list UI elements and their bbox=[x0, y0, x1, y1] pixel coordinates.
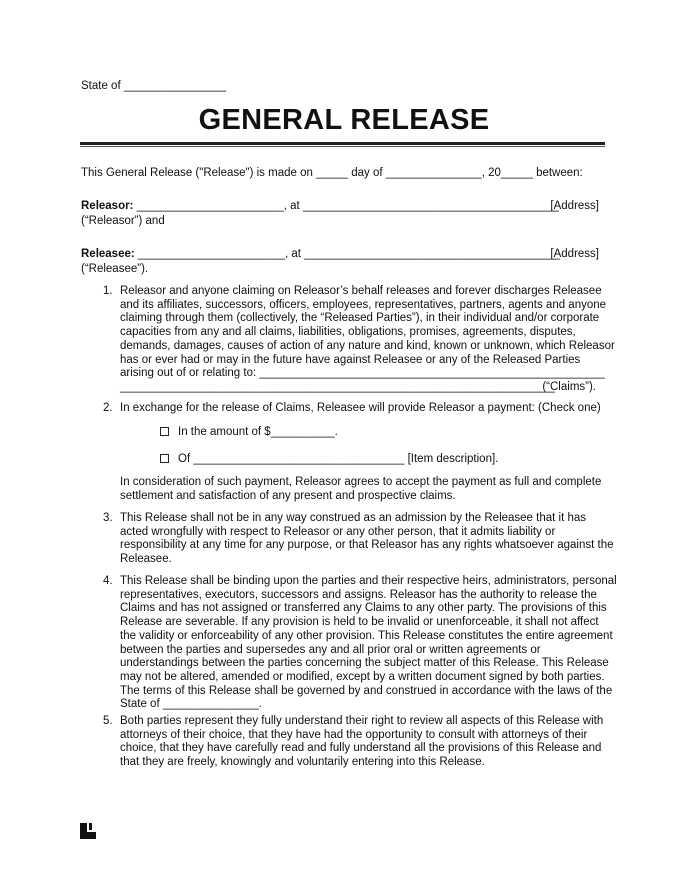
releasor-row bbox=[81, 199, 599, 213]
releasor-label: Releasor: bbox=[81, 200, 134, 212]
clause-2-text bbox=[120, 402, 605, 416]
state-line: State of ________________ bbox=[81, 80, 227, 92]
clause-4-text bbox=[120, 575, 617, 712]
clause-line: attorneys of their choice, that they have had the opportunity to consult with attorneys of their bbox=[120, 728, 588, 741]
clause-5-number: 5. bbox=[103, 715, 113, 727]
title-rule-thin bbox=[80, 146, 605, 147]
clause-line: arising out of or relating to: ______________________________________________________ bbox=[120, 367, 605, 380]
clause-line: settlement and satisfaction of any present and prospective claims. bbox=[120, 489, 456, 502]
option-label: In the amount of $__________. bbox=[178, 426, 338, 438]
clause-line: that they are freely, knowingly and voluntarily entering into this Release. bbox=[120, 756, 485, 769]
clause-line: The terms of this Release shall be governed by and construed in accordance with the laws of the bbox=[120, 684, 613, 697]
releasee-label: Releasee: bbox=[81, 248, 135, 260]
clause-line: Claims and has not assigned or transferred any Claims to any other party. The provisions of this bbox=[120, 602, 607, 615]
clause-line: Release are severable. If any provision is held to be invalid or unenforceable, it shall not affect bbox=[120, 616, 599, 629]
clause-line: claiming through them (collectively, the “Released Parties”), in their individual and/or corporate bbox=[120, 312, 600, 325]
intro-line: This General Release ("Release") is made on _____ day of _______________, 20_____ between: bbox=[81, 167, 583, 179]
clause-line: between the parties and supersedes any and all prior oral or written agreements or bbox=[120, 643, 541, 656]
clause-line: State of _______________. bbox=[120, 698, 262, 711]
releasee-note: (“Releasee”). bbox=[81, 263, 149, 275]
clause-line: choice, that they have carefully read and fully understand all the provisions of this Release and bbox=[120, 742, 602, 755]
clause-line: may not be altered, amended or modified, except by a written document signed by both parties. bbox=[120, 670, 605, 683]
clause-3-number: 3. bbox=[103, 512, 113, 524]
clause-4-number: 4. bbox=[103, 575, 113, 587]
clause-line: Releasor and anyone claiming on Releasor’s behalf releases and forever discharges Releasee bbox=[120, 285, 602, 297]
checkbox-icon[interactable] bbox=[160, 454, 169, 463]
option-label: Of _________________________________ [Item description]. bbox=[178, 453, 499, 465]
clause-1-text bbox=[120, 285, 615, 395]
payment-option-item[interactable] bbox=[160, 452, 498, 466]
clause-line: This Release shall not be in any way construed as an admission by the Releasee that it has bbox=[120, 512, 587, 524]
claims-line bbox=[120, 381, 596, 395]
releasor-note: (“Releasor”) and bbox=[81, 215, 165, 227]
clause-line: This Release shall be binding upon the parties and their respective heirs, administrators, personal bbox=[120, 575, 617, 587]
payment-option-amount[interactable] bbox=[160, 425, 338, 439]
releasor-address: [Address] bbox=[550, 200, 599, 212]
claims-blank: ____________________________________________________________________ bbox=[120, 380, 555, 393]
clause-line: has or ever had or may in the future have against Releasee or any of the Released Parties bbox=[120, 353, 581, 366]
clause-line: and its affiliates, successors, officers, employees, representatives, partners, agents and anyone bbox=[120, 298, 607, 311]
clause-line: responsibility at any time for any purpose, or that Releasor has any rights whatsoever against the bbox=[120, 539, 614, 552]
clause-line: Releasee. bbox=[120, 553, 172, 566]
clause-line: representatives, executors, successors and assigns. Releasor has the authority to release the bbox=[120, 588, 597, 601]
clause-line: Both parties represent they fully understand their right to review all aspects of this Release with bbox=[120, 715, 604, 727]
releasee-name-blank: _______________________, at ________________________________________ bbox=[134, 248, 561, 260]
clause-line: capacities from any and all claims, liabilities, obligations, promises, agreements, disputes, bbox=[120, 326, 576, 339]
document-title: GENERAL RELEASE bbox=[198, 104, 490, 136]
releasee-row bbox=[81, 247, 599, 261]
releasee-address: [Address] bbox=[550, 248, 599, 260]
claims-label: (“Claims”). bbox=[542, 380, 596, 393]
lawdistrict-logo-icon bbox=[80, 823, 96, 839]
title-rule-thick bbox=[80, 142, 605, 145]
clause-line: In consideration of such payment, Releasor agrees to accept the payment as full and complete bbox=[120, 476, 602, 488]
clause-2-consideration bbox=[120, 476, 605, 503]
checkbox-icon[interactable] bbox=[160, 427, 169, 436]
clause-line: demands, damages, causes of action of any nature and kind, known or unknown, which Releasor bbox=[120, 339, 615, 352]
clause-line: In exchange for the release of Claims, Releasee will provide Releasor a payment: (Check one) bbox=[120, 402, 601, 414]
releasor-name-blank: _______________________, at ________________________________________ bbox=[133, 200, 559, 212]
clause-line: the validity or enforceability of any other provision. This Release constitutes the entire agreement bbox=[120, 629, 613, 642]
clause-line: acted wrongfully with respect to Releasor or any other person, that it admits liability or bbox=[120, 525, 556, 538]
clause-5-text bbox=[120, 715, 605, 770]
clause-1-number: 1. bbox=[103, 285, 113, 297]
clause-line: understandings between the parties concerning the subject matter of this Release. This Release bbox=[120, 657, 609, 670]
clause-3-text bbox=[120, 512, 614, 567]
clause-2-number: 2. bbox=[103, 402, 113, 414]
